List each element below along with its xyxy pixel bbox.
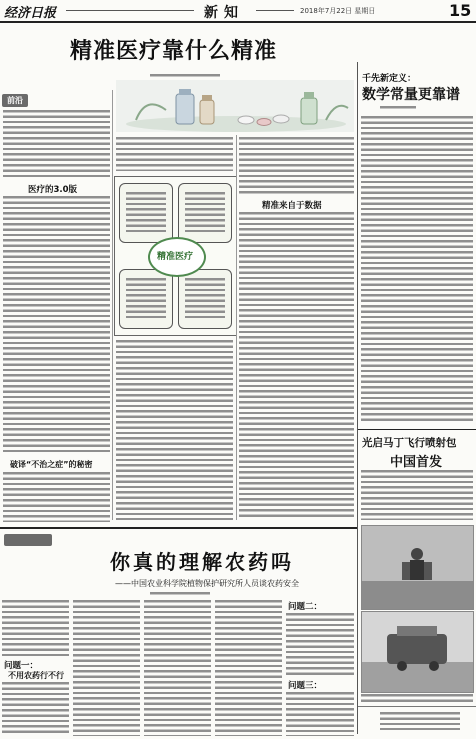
sidebar-headline: 数学常量更靠谱 [362,87,460,103]
body-text-column [2,600,69,656]
precision-medicine-diagram [114,176,237,336]
main-headline: 精准医疗靠什么精准 [70,38,278,64]
jetpack-headline: 光启马丁飞行喷射包 [362,437,457,449]
medicine-illustration [116,80,354,132]
section-title: 新知 [204,5,244,21]
diagram-box-1 [119,183,173,243]
question-2-label: 问题二： [288,602,323,612]
jetpack-photo-2 [361,611,474,693]
page-number: 15 [449,1,472,20]
body-text-column [286,692,354,736]
body-text-column [286,613,354,675]
question-1-text: 不用农药行不行 [8,671,64,680]
page-credits [380,712,460,730]
column-rule [236,135,237,520]
section-tag-frontier: 前沿 [2,94,28,107]
header-divider [0,21,476,23]
header-rule-left [66,10,194,11]
jetpack-body-text [361,470,473,520]
sidebar-divider [358,429,476,430]
sidebar-body-text [361,116,473,424]
masthead: 经济日报 [4,6,57,21]
jetpack-photo-1 [361,525,474,610]
body-text-column [239,137,354,195]
diagram-center-label: 精准医疗 [156,252,193,262]
body-text-column [144,600,211,736]
sidebar-byline [380,106,416,109]
body-text-column [215,600,282,736]
subhead-medicine-3: 医疗的3.0版 [28,185,78,195]
question-1-label: 问题一： [4,661,39,671]
section-tag-bottom [4,534,52,546]
body-text-column [3,196,110,454]
pesticide-subtitle: ——中国农业科学院植物保护研究所人员谈农药安全 [115,579,299,588]
main-byline [150,74,220,77]
subhead-data: 精准来自于数据 [262,201,322,211]
credits-divider [358,706,476,707]
subhead-incurable-disease: 破译“不治之症”的秘密 [10,460,93,469]
jetpack-subheadline: 中国首发 [390,455,443,470]
header-rule-right [256,10,294,11]
body-text-column [2,682,69,736]
sidebar-rule [357,62,358,734]
section-divider [0,527,357,529]
diagram-box-2 [178,183,232,243]
body-text-column [3,110,110,180]
photo-caption [361,694,473,702]
pesticide-headline: 你真的理解农药吗 [110,550,294,574]
sidebar-kicker: 千先新定义： [362,74,417,84]
body-text-column [116,137,233,171]
body-text-column [3,472,110,522]
question-3-label: 问题三： [288,681,323,691]
body-text-column [73,600,140,736]
diagram-box-3 [119,269,173,329]
diagram-box-4 [178,269,232,329]
body-text-column [116,340,233,520]
pesticide-byline [150,592,210,595]
column-rule [112,90,113,520]
issue-date: 2018年7月22日 星期日 [300,7,376,15]
body-text-column [239,212,354,520]
